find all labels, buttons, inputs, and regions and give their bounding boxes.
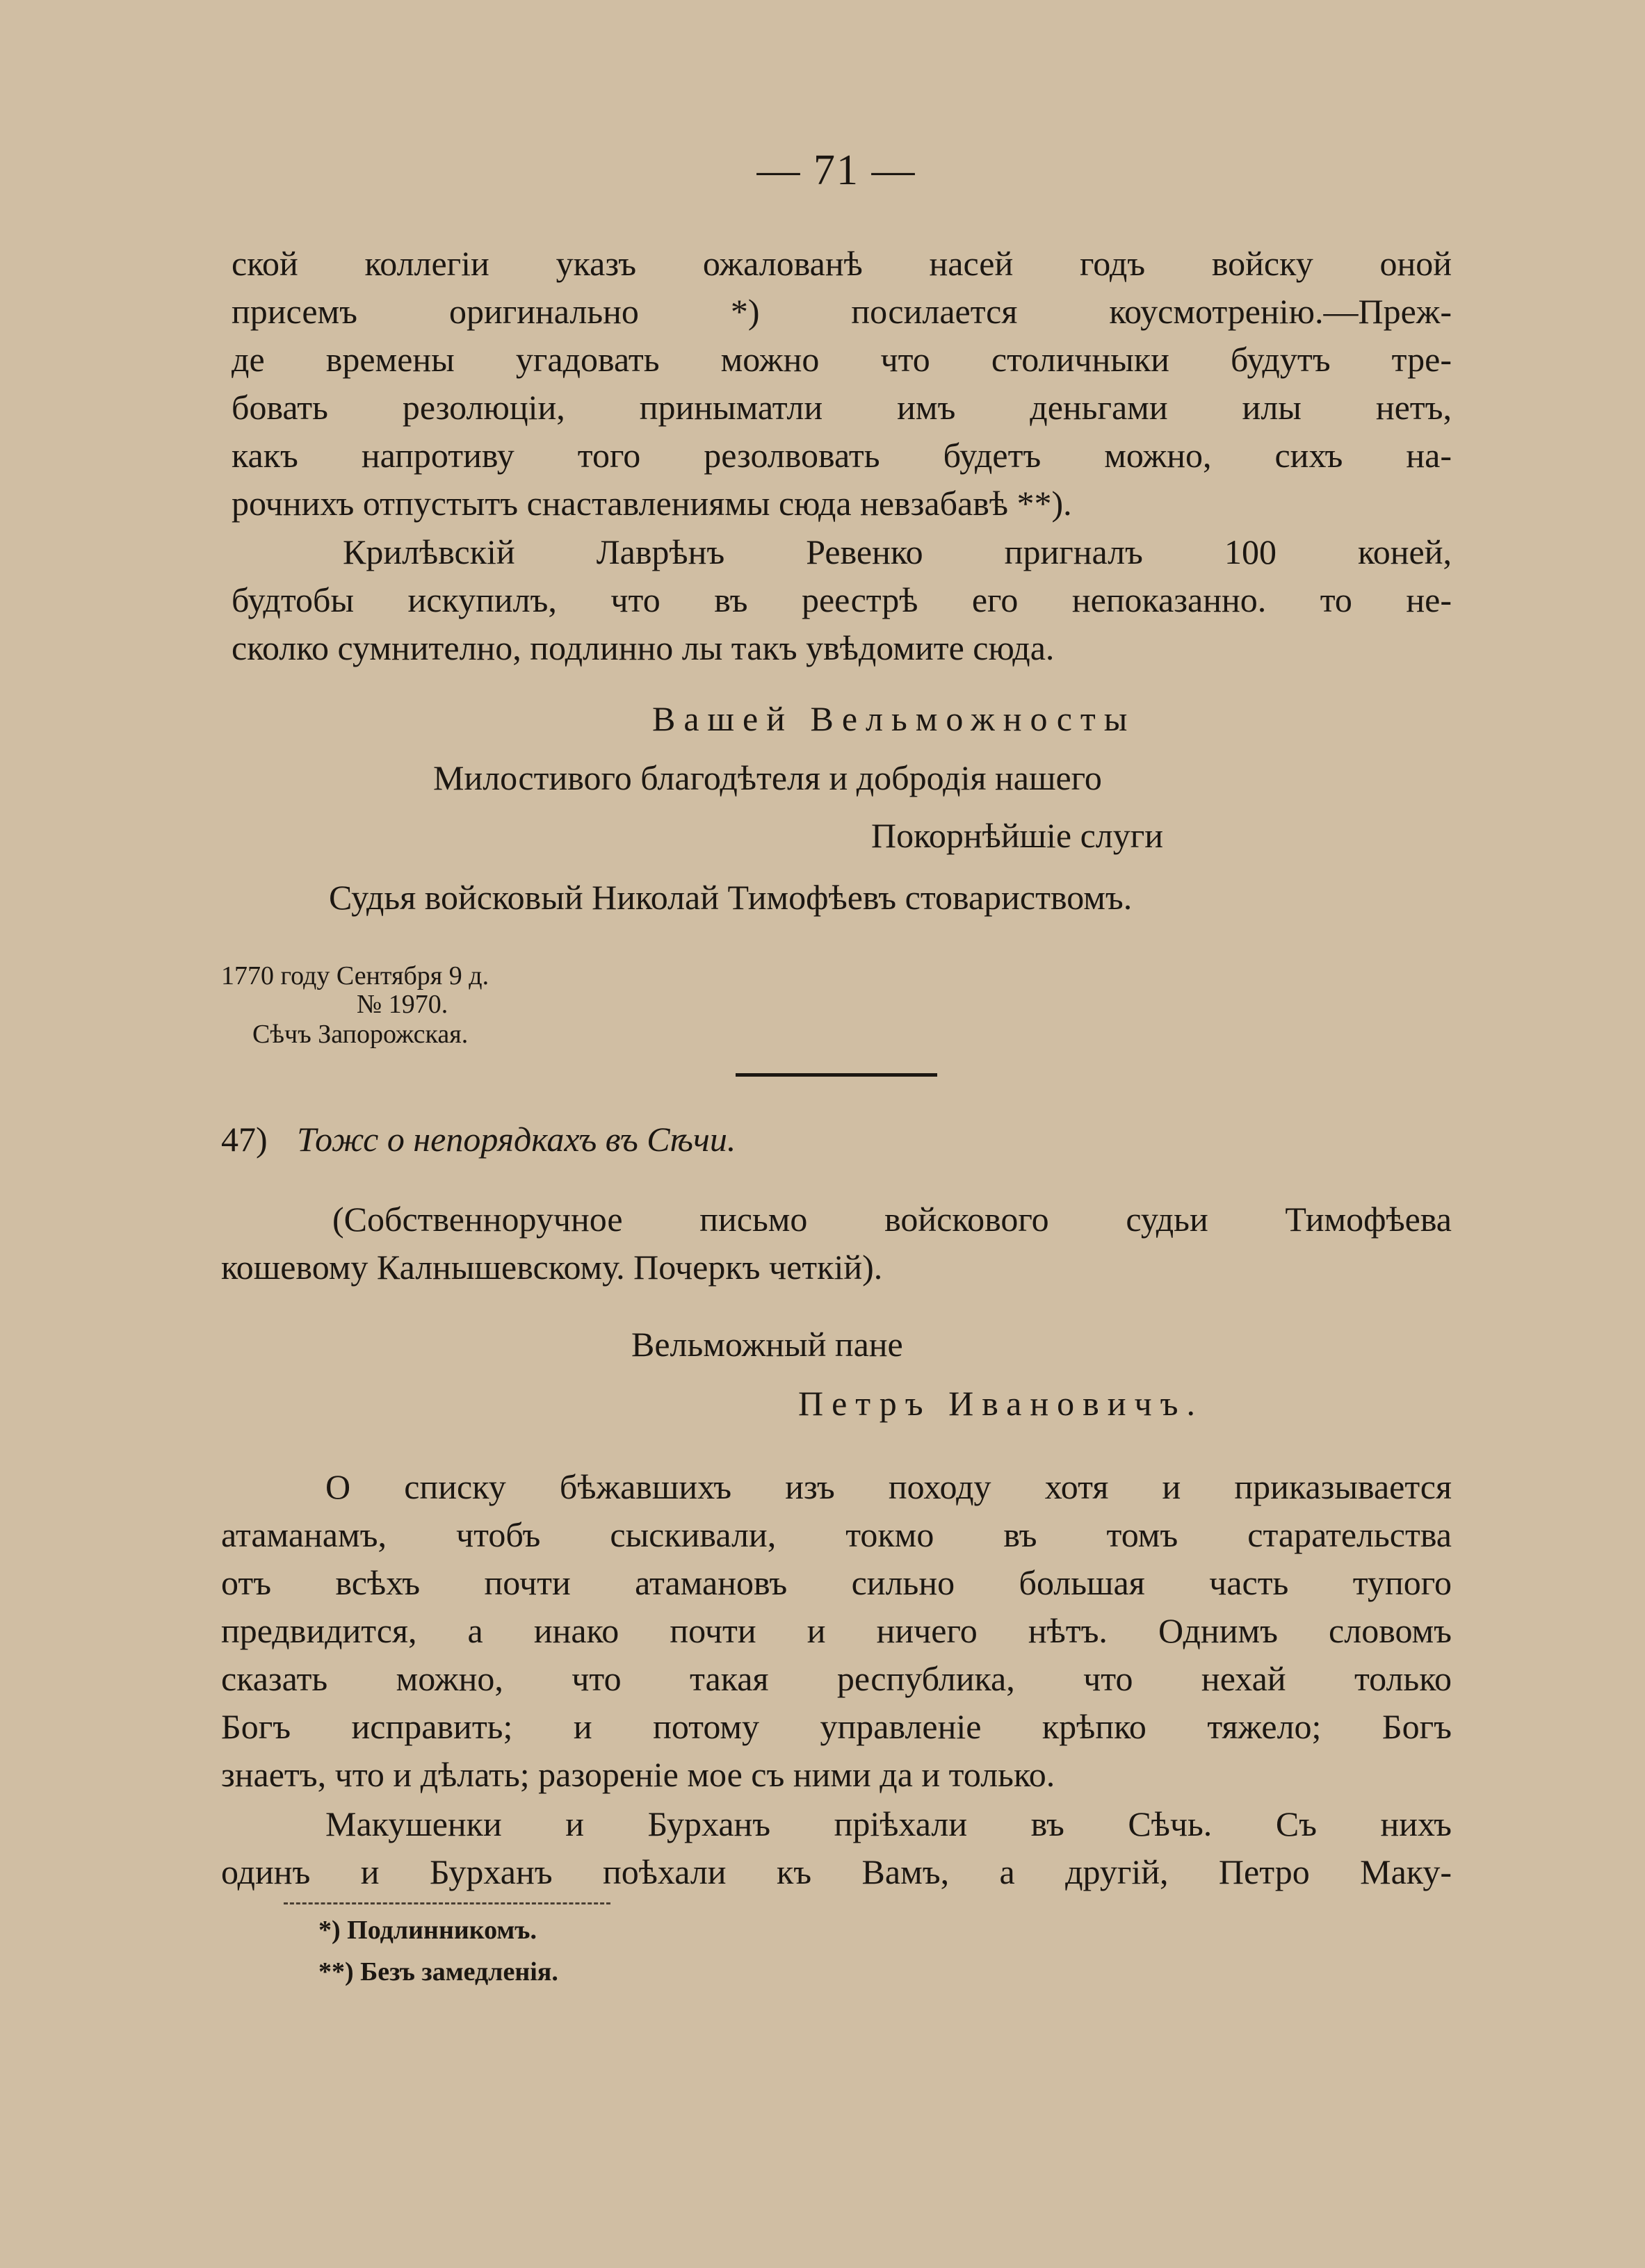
text-line: де времены угадовать можно что столичныки будутъ тре- <box>232 340 1452 379</box>
source-note <box>221 1196 1452 1291</box>
dateline-place: Сѣчъ Запорожская. <box>252 1020 469 1049</box>
section-divider <box>736 1073 937 1077</box>
text-line: Макушенки и Бурханъ пріѣхали въ Сѣчь. Съ нихъ <box>325 1804 1452 1843</box>
footnote-1: *) Подлинникомъ. <box>318 1916 537 1945</box>
footnote-2: **) Безъ замедленія. <box>318 1957 558 1986</box>
paragraph-2 <box>232 528 1452 672</box>
salutation-line-2: Петръ Ивановичъ. <box>798 1384 1204 1423</box>
closing-title: Милостивого благодѣтеля и добродія нашего <box>433 758 1102 797</box>
salutation-line-1: Вельможный пане <box>631 1325 903 1364</box>
text-line: сказать можно, что такая республика, что нехай только <box>221 1659 1452 1698</box>
text-line: присемъ оригинально *) посилается коусмотренію.—Преж- <box>232 292 1452 331</box>
footnote-separator <box>284 1902 610 1904</box>
text-line: сколко сумнително, подлинно лы такъ увѣдомите сюда. <box>232 628 1055 667</box>
text-line: будтобы искупилъ, что въ реестрѣ его непоказанно. то не- <box>232 580 1452 619</box>
text-line: предвидится, а инако почти и ничего нѣтъ. Однимъ словомъ <box>221 1611 1452 1650</box>
document-page <box>221 0 1452 2268</box>
closing-address: Вашей Вельможносты <box>652 699 1136 738</box>
section-heading <box>221 1119 736 1159</box>
text-line: О списку бѣжавшихъ изъ походу хотя и приказывается <box>325 1467 1452 1506</box>
text-line: бовать резолюціи, приныматли имъ деньгами илы нетъ, <box>232 388 1452 427</box>
text-line: атаманамъ, чтобъ сыскивали, токмо въ томъ старательства <box>221 1515 1452 1554</box>
paragraph-3 <box>221 1463 1452 1799</box>
text-line: кошевому Калнышевскому. Почеркъ четкій). <box>221 1248 883 1287</box>
text-line: ской коллегіи указъ ожалованѣ насей годъ войску оной <box>232 244 1452 283</box>
text-line: одинъ и Бурханъ поѣхали къ Вамъ, а другій, Петро Маку- <box>221 1852 1452 1891</box>
text-line: Крилѣвскій Лаврѣнъ Ревенко пригналъ 100 коней, <box>343 532 1452 571</box>
dateline-number: № 1970. <box>357 990 448 1019</box>
text-line: какъ напротиву того резолвовать будетъ можно, сихъ на- <box>232 436 1452 475</box>
section-title: Тожс о непорядкахъ въ Сѣчи. <box>297 1120 736 1159</box>
text-line: знаетъ, что и дѣлать; разореніе мое съ ними да и только. <box>221 1755 1055 1794</box>
text-line: (Собственноручное письмо войскового судьи Тимофѣева <box>332 1200 1452 1239</box>
text-line: рочнихъ отпустытъ снаставлениямы сюда невзабавѣ **). <box>232 484 1072 523</box>
text-line: отъ всѣхъ почти атамановъ сильно большая часть тупого <box>221 1563 1452 1602</box>
dateline-date: 1770 году Сентября 9 д. <box>221 961 489 990</box>
closing-signature: Судья войсковый Николай Тимофѣевъ стовариствомъ. <box>329 878 1133 917</box>
page-number: — 71 — <box>756 147 916 194</box>
paragraph-4 <box>221 1800 1452 1896</box>
paragraph-1 <box>232 240 1452 528</box>
section-number: 47) <box>221 1120 268 1159</box>
text-line: Богъ исправить; и потому управленіе крѣпко тяжело; Богъ <box>221 1707 1452 1746</box>
closing-servants: Покорнѣйшіе слуги <box>871 816 1164 855</box>
